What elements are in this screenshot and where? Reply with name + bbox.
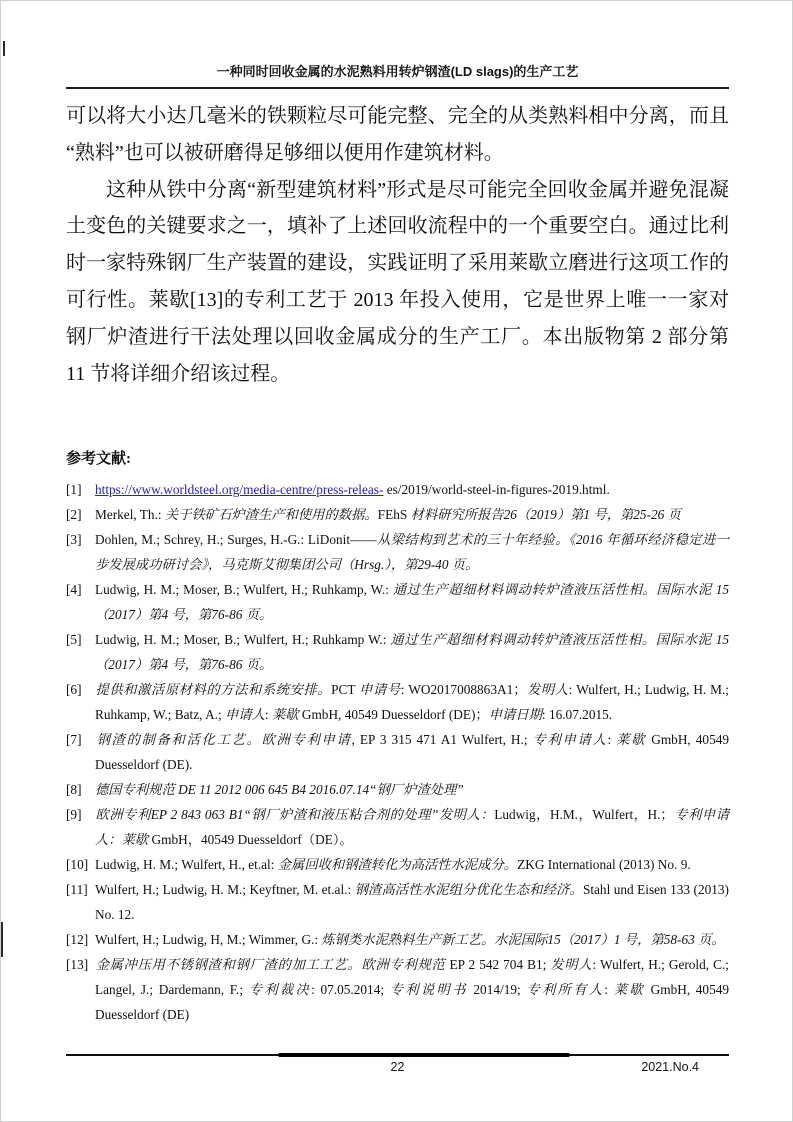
issue-number: 2021.No.4: [641, 1060, 699, 1074]
page-number: 22: [390, 1060, 405, 1074]
scan-artifact: [1, 922, 3, 957]
reference-text: EP 2 542 704 B1;: [449, 957, 551, 973]
reference-text: : WO2017008863A1；: [400, 682, 527, 698]
reference-item: [66, 877, 729, 927]
reference-text: :: [604, 982, 614, 998]
reference-text: ZKG International (2013) No. 9.: [517, 857, 691, 873]
reference-text: 从梁结构到艺术的三十年经验。《2016 年循环经济稳定进一步发展成功研讨会》，马克斯艾彻集团公司（Hrsg.），第29-40 页。: [95, 532, 729, 573]
page-content: [66, 1, 729, 1027]
reference-text: : 16.07.2015.: [541, 707, 613, 723]
reference-text: 钢渣的制备和活化工艺。欧洲专利申请: [95, 732, 352, 748]
reference-text: 金属回收和钢渣转化为高活性水泥成分。: [277, 857, 518, 873]
reference-text: FEhS: [377, 507, 411, 523]
reference-text: , EP 3 315 471 A1 Wulfert, H.;: [351, 732, 533, 748]
reference-text: Merkel, Th.:: [95, 507, 165, 523]
reference-text: 材料研究所报告26（2019）第1 号，第25-26 页: [410, 507, 681, 523]
reference-item: [66, 952, 729, 1027]
reference-text: Wulfert, H.; Ludwig, H, M.; Wimmer, G.:: [95, 932, 322, 948]
reference-text: Ludwig，H.M.，Wulfert，H.；: [494, 807, 674, 823]
reference-label: [2]: [66, 507, 82, 523]
reference-text: 欧洲专利EP 2 843 063 B1“钢厂炉渣和液压粘合剂的处理”发明人：: [95, 807, 495, 823]
page-footer: [66, 1054, 729, 1078]
reference-text: 发明人: [526, 682, 569, 698]
reference-text: Ludwig, H. M.; Moser, B.; Wulfert, H.; Ruhkamp, W.:: [95, 582, 393, 598]
reference-text: 专利裁决: [248, 982, 312, 998]
reference-text: 申请人: [225, 707, 265, 723]
reference-label: [11]: [66, 882, 88, 898]
reference-text: Stahl und Eisen 133 (2013) No. 12.: [95, 882, 729, 923]
reference-text: 钢渣高活性水泥组分优化生态和经济。: [354, 882, 583, 898]
reference-text: Wulfert, H.; Ludwig, H. M.; Keyftner, M. et.al.:: [95, 882, 355, 898]
reference-text: Dohlen, M.; Schrey, H.; Surges, H.-G.: LiDonit——: [95, 532, 377, 548]
reference-text: : Wulfert, H.; Ludwig, H. M.; Ruhkamp, W.; Batz, A.;: [95, 682, 729, 723]
reference-text: 关于铁矿石炉渣生产和使用的数据。: [164, 507, 378, 523]
reference-text: 专利说明书: [389, 982, 474, 998]
reference-text: es/2019/world-steel-in-figures-2019.html.: [383, 482, 610, 498]
reference-text: : Wulfert, H.; Gerold, C.; Langel, J.; Dardemann, F.;: [95, 957, 730, 998]
reference-text: GmbH, 40549 Duesseldorf (DE): [95, 982, 730, 1023]
reference-item: [66, 477, 729, 502]
reference-item: [66, 527, 729, 577]
reference-text: 2014/19;: [473, 982, 527, 998]
reference-label: [6]: [66, 682, 82, 698]
reference-text: GmbH, 40549 Duesseldorf (DE)；: [301, 707, 489, 723]
reference-text: Ludwig, H. M.; Wulfert, H., et.al:: [95, 857, 278, 873]
reference-label: [12]: [66, 932, 89, 948]
reference-text: 通过生产超细材料调动转炉渣液压活性相。国际水泥 15（2017）第4 号，第76-86 页。: [95, 582, 730, 623]
reference-item: [66, 852, 729, 877]
running-header-title: 一种同时回收金属的水泥熟料用转炉钢渣(LD slags)的生产工艺: [66, 1, 729, 89]
reference-item: [66, 502, 729, 527]
reference-text: 莱歇: [613, 982, 651, 998]
reference-text: 提供和激活原材料的方法和系统安排。: [95, 682, 332, 698]
reference-text: 金属冲压用不锈钢渣和钢厂渣的加工工艺。欧洲专利规范: [95, 957, 450, 973]
body-paragraph: 这种从铁中分离“新型建筑材料”形式是尽可能完全回收金属并避免混凝土变色的关键要求之一，填补了上述回收流程中的一个重要空白。通过比利时一家特殊钢厂生产装置的建设，实践证明了采用莱歇立磨进行这项工作的可行性。莱歇[13]的专利工艺于 2013 年投入使用，它是世界上唯一一家对钢厂炉渣进行干法处理以回收金属成分的生产工厂。本出版物第 2 部分第 11 节将详细介绍该过程。: [66, 178, 729, 385]
reference-text: 德国专利规范 DE 11 2012 006 645 B4 2016.07.14“钢厂炉渣处理”: [95, 782, 464, 798]
reference-item: [66, 627, 729, 677]
reference-text: :: [607, 732, 617, 748]
reference-label: [13]: [66, 957, 89, 973]
footer-row: [66, 1056, 729, 1078]
reference-item: [66, 677, 729, 727]
body-text: [66, 98, 729, 392]
reference-item: [66, 777, 729, 802]
reference-label: [7]: [66, 732, 82, 748]
reference-item: [66, 577, 729, 627]
reference-label: [5]: [66, 632, 82, 648]
reference-item: [66, 727, 729, 777]
body-paragraph: 可以将大小达几毫米的铁颗粒尽可能完整、完全的从类熟料相中分离，而且“熟料”也可以被研磨得足够细以便用作建筑材料。: [66, 105, 729, 164]
reference-text: :: [264, 707, 272, 723]
reference-text: 通过生产超细材料调动转炉渣液压活性相。国际水泥 15（2017）第4 号，第76-86 页。: [95, 632, 729, 673]
reference-text: 莱歇: [271, 707, 302, 723]
reference-item: [66, 927, 729, 952]
reference-text: GmbH, 40549 Duesseldorf (DE).: [95, 732, 730, 773]
reference-label: [4]: [66, 582, 82, 598]
reference-list: [66, 477, 729, 1027]
reference-text: 莱歇: [616, 732, 652, 748]
reference-link[interactable]: https://www.worldsteel.org/media-centre/press-releas-: [95, 482, 384, 498]
references-heading: 参考文献:: [66, 451, 131, 468]
reference-label: [10]: [66, 857, 89, 873]
scan-artifact: [3, 41, 5, 56]
reference-text: 专利申请人：莱歇: [95, 807, 730, 848]
reference-text: : 07.05.2014;: [311, 982, 390, 998]
reference-text: 申请日期: [488, 707, 542, 723]
reference-label: [8]: [66, 782, 82, 798]
reference-text: GmbH，40549 Duesseldorf（DE）。: [151, 832, 353, 848]
reference-label: [1]: [66, 482, 82, 498]
reference-text: 申请号: [359, 682, 401, 698]
reference-item: [66, 802, 729, 852]
reference-label: [3]: [66, 532, 82, 548]
reference-text: 炼钢类水泥熟料生产新工艺。水泥国际15（2017）1 号，第58-63 页。: [321, 932, 725, 948]
reference-text: 专利申请人: [532, 732, 608, 748]
reference-text: PCT: [331, 682, 360, 698]
reference-text: 专利所有人: [526, 982, 605, 998]
reference-text: 发明人: [550, 957, 593, 973]
reference-label: [9]: [66, 807, 82, 823]
reference-text: Ludwig, H. M.; Moser, B.; Wulfert, H.; Ruhkamp W.:: [95, 632, 391, 648]
